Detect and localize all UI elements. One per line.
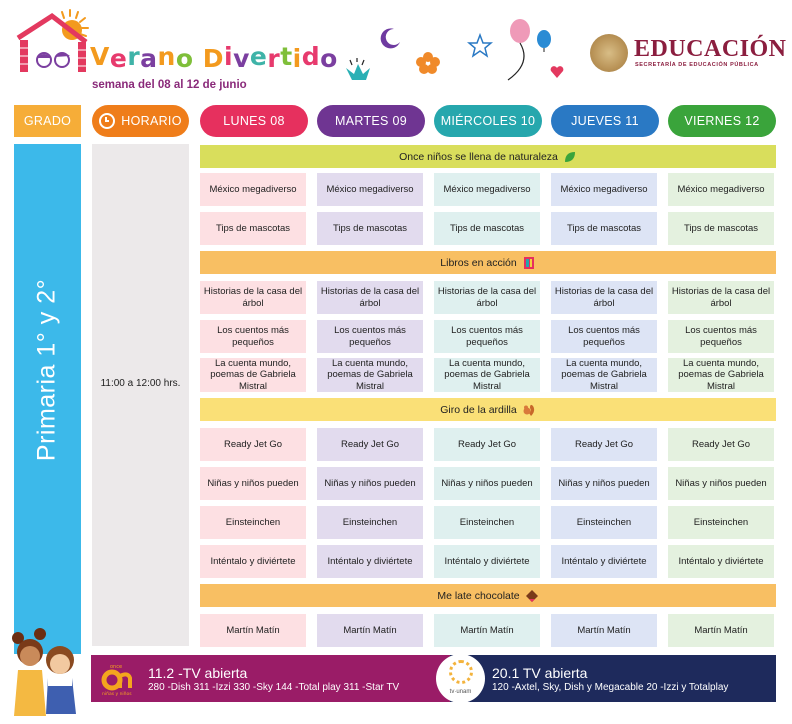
program-cell: Ready Jet Go <box>200 428 306 461</box>
section-title: Giro de la ardilla <box>440 403 517 416</box>
brand-title-letter: D <box>202 44 225 73</box>
program-cell: Einsteinchen <box>200 506 306 539</box>
brand-title-letter: e <box>249 42 268 71</box>
channel2-title: 20.1 TV abierta <box>492 665 588 681</box>
grade-label: Primaria 1° y 2° <box>32 278 61 462</box>
program-cell: Einsteinchen <box>668 506 774 539</box>
program-cell: Einsteinchen <box>317 506 423 539</box>
program-cell: Niñas y niños pueden <box>434 467 540 500</box>
program-cell: Ready Jet Go <box>551 428 657 461</box>
chocolate-icon <box>520 589 539 603</box>
section-title: Libros en acción <box>440 256 517 269</box>
header <box>0 0 792 100</box>
section-header <box>200 145 776 168</box>
program-cell: Martín Matín <box>434 614 540 647</box>
horario-label: HORARIO <box>121 114 182 128</box>
program-cell: México megadiverso <box>668 173 774 206</box>
program-cell: La cuenta mundo, poemas de Gabriela Mistral <box>200 358 306 392</box>
program-cell: Niñas y niños pueden <box>551 467 657 500</box>
flower-icon <box>416 52 440 74</box>
tvunam-ring-icon <box>449 660 473 684</box>
program-cell: Tips de mascotas <box>200 212 306 245</box>
program-cell: Tips de mascotas <box>551 212 657 245</box>
program-cell: Historias de la casa del árbol <box>668 281 774 314</box>
org-title: EDUCACIÓN <box>634 36 787 62</box>
column-header-day: MARTES 09 <box>317 105 425 137</box>
program-cell: México megadiverso <box>200 173 306 206</box>
program-cell: México megadiverso <box>317 173 423 206</box>
squirrel-icon <box>517 403 536 417</box>
svg-text:once: once <box>110 664 123 670</box>
brand-title-letter: a <box>140 44 158 73</box>
program-cell: Los cuentos más pequeños <box>551 320 657 353</box>
program-cell: Ready Jet Go <box>668 428 774 461</box>
column-header-day: JUEVES 11 <box>551 105 659 137</box>
column-header-day: MIÉRCOLES 10 <box>434 105 542 137</box>
brand-title-letter: i <box>224 42 234 71</box>
program-cell: Historias de la casa del árbol <box>200 281 306 314</box>
brand-title-letter: o <box>175 44 194 73</box>
program-cell: Tips de mascotas <box>317 212 423 245</box>
program-cell: Einsteinchen <box>551 506 657 539</box>
brand-subtitle: semana del 08 al 12 de junio <box>92 79 247 91</box>
program-cell: Inténtalo y diviértete <box>668 545 774 578</box>
program-cell: La cuenta mundo, poemas de Gabriela Mistral <box>434 358 540 392</box>
section-header <box>200 251 776 274</box>
program-cell: Los cuentos más pequeños <box>434 320 540 353</box>
brand-title-letter: t <box>280 42 293 71</box>
brand-title-letter: d <box>301 42 321 71</box>
star-icon <box>467 33 493 59</box>
column-header-day: LUNES 08 <box>200 105 308 137</box>
program-cell: Tips de mascotas <box>434 212 540 245</box>
program-cell: Ready Jet Go <box>434 428 540 461</box>
crown-icon <box>344 58 372 82</box>
tvunam-logo-text: tv·unam <box>449 689 472 695</box>
program-cell: Los cuentos más pequeños <box>668 320 774 353</box>
program-cell: La cuenta mundo, poemas de Gabriela Mistral <box>551 358 657 392</box>
brand-title-letter: i <box>292 44 302 73</box>
channel-banner-once <box>91 655 451 702</box>
brand-title-letter: e <box>109 44 128 73</box>
program-cell: Inténtalo y diviértete <box>200 545 306 578</box>
clock-icon <box>99 113 115 129</box>
moon-icon <box>378 26 402 50</box>
kids-illustration-icon <box>2 626 84 724</box>
column-header-grado: GRADO <box>14 105 81 137</box>
program-cell: Martín Matín <box>317 614 423 647</box>
once-ninos-logo-icon <box>100 662 134 696</box>
heart-icon <box>550 66 564 78</box>
program-cell: Niñas y niños pueden <box>200 467 306 500</box>
program-cell: Inténtalo y diviértete <box>317 545 423 578</box>
channel1-title: 11.2 -TV abierta <box>148 665 248 681</box>
program-cell: Inténtalo y diviértete <box>551 545 657 578</box>
program-cell: México megadiverso <box>434 173 540 206</box>
brand-title-letter: V <box>90 42 110 71</box>
time-label: 11:00 a 12:00 hrs. <box>100 378 181 389</box>
program-cell: Martín Matín <box>551 614 657 647</box>
program-cell: Historias de la casa del árbol <box>317 281 423 314</box>
program-cell: Martín Matín <box>200 614 306 647</box>
column-header-day: VIERNES 12 <box>668 105 776 137</box>
time-column <box>92 144 189 646</box>
section-header <box>200 584 776 607</box>
program-cell: Einsteinchen <box>434 506 540 539</box>
program-cell: Inténtalo y diviértete <box>434 545 540 578</box>
leaf-icon <box>558 150 577 164</box>
book-icon <box>517 256 536 270</box>
program-cell: Historias de la casa del árbol <box>434 281 540 314</box>
mexico-coat-of-arms-icon <box>590 34 628 72</box>
section-title: Once niños se llena de naturaleza <box>399 150 558 163</box>
org-subtitle: SECRETARÍA DE EDUCACIÓN PÚBLICA <box>635 62 759 68</box>
program-cell: La cuenta mundo, poemas de Gabriela Mistral <box>668 358 774 392</box>
program-cell: México megadiverso <box>551 173 657 206</box>
channel1-subtitle: 280 -Dish 311 -Izzi 330 -Sky 144 -Total play 311 -Star TV <box>148 682 400 693</box>
program-cell: La cuenta mundo, poemas de Gabriela Mistral <box>317 358 423 392</box>
house-logo-icon <box>14 8 94 74</box>
section-title: Me late chocolate <box>437 589 520 602</box>
program-cell: Niñas y niños pueden <box>668 467 774 500</box>
brand-title-letter: r <box>267 44 281 73</box>
brand-title <box>90 42 338 71</box>
brand-title-letter: r <box>127 42 141 71</box>
program-cell: Ready Jet Go <box>317 428 423 461</box>
program-cell: Tips de mascotas <box>668 212 774 245</box>
program-cell: Los cuentos más pequeños <box>317 320 423 353</box>
program-cell: Martín Matín <box>668 614 774 647</box>
section-header <box>200 398 776 421</box>
brand-title-letter: v <box>233 44 250 73</box>
program-cell: Niñas y niños pueden <box>317 467 423 500</box>
brand-title-letter: o <box>320 44 338 73</box>
column-header-horario <box>92 105 189 137</box>
channel2-subtitle: 120 -Axtel, Sky, Dish y Megacable 20 -Izzi y Totalplay <box>492 682 729 693</box>
brand-title-letter <box>194 42 203 71</box>
program-cell: Historias de la casa del árbol <box>551 281 657 314</box>
brand-title-letter: n <box>157 42 176 71</box>
program-cell: Los cuentos más pequeños <box>200 320 306 353</box>
svg-text:niñas y niños: niñas y niños <box>102 692 132 696</box>
